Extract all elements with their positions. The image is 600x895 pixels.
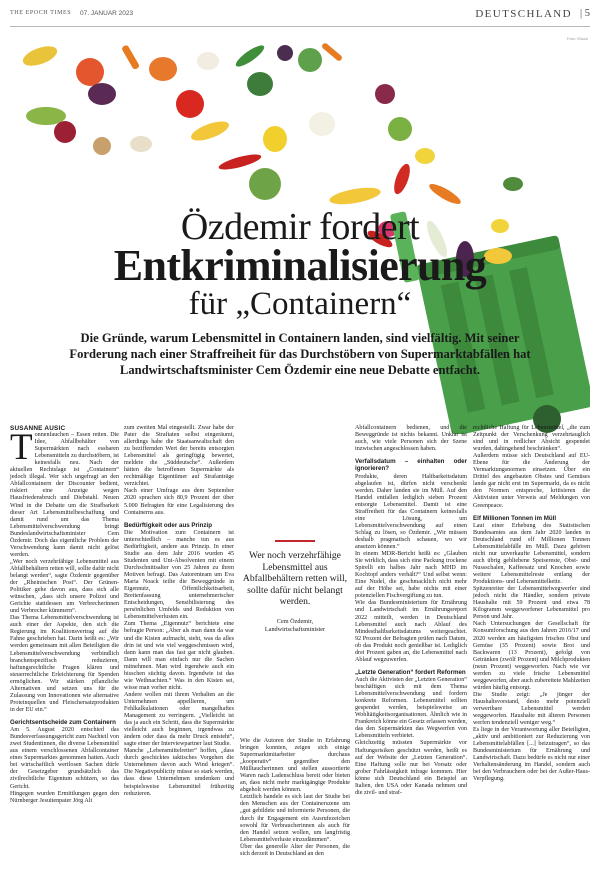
page-header bbox=[10, 8, 590, 24]
subheading: Bedürftigkeit oder aus Prinzip bbox=[124, 521, 213, 529]
lettuce bbox=[298, 48, 322, 72]
headline-line-1: Özdemir fordert bbox=[180, 206, 420, 248]
author-byline: SUSANNE AUSIC bbox=[10, 425, 66, 432]
carrot-2 bbox=[321, 42, 343, 62]
paragraph: Wie das Bundesministerium für Ernährung und Landwirtschaft im Ernährungsreport 2022 mitteilt, werden in Deutschland Lebensmittel auch nach Ablauf des Mindesthaltbarkeitsdatums weitergeachtet. 92 Prozent der Befragten prüfen nach Datum, ob das Produkt noch genießbar ist. Lediglich drei Prozent gaben an, die Lebensmittel nach Ablauf wegzuwerfen. bbox=[355, 600, 467, 663]
paragraph: Gleichzeitig müssten Supermärkte vor Haftungsrisiken geschützt werden, heißt es auf der Website der „Letzten Generation“. Eine Haftung solle nur bei Vorsatz oder grober Fahrlässigkeit infrage kommen. Hier könne sich Deutschland ein Beispiel an Italien, den USA oder Kanada nehmen und die zivil- und straf- bbox=[355, 740, 467, 796]
cauliflower bbox=[309, 112, 335, 136]
cucumber bbox=[233, 42, 267, 70]
apple bbox=[388, 117, 412, 141]
bell-pepper-yellow bbox=[263, 126, 287, 152]
article-column-1 bbox=[10, 425, 119, 805]
paragraph: Hingegen wurden Ermittlungen gegen den Nürnberger Jesuitenpater Jörg Alt bbox=[10, 790, 119, 804]
headline-line-2: Entkriminalisierung bbox=[113, 241, 487, 290]
publication-name: THE EPOCH TIMES bbox=[10, 10, 72, 16]
beet bbox=[54, 121, 76, 143]
paragraph: Auch die Aktivisten der „Letzten Generation“ beschäftigen sich mit dem Thema Lebensmittelverschwendung und fordern konkrete Reformen. Lebensmittel sollten gespendet werden, beispielsweise an Wohltätigkeitsorganisationen. Ähnlich wie in Frankreich könne ein Gesetz erlassen werden, das den Supermärkten das Wegwerfen von Lebensmitteln verbietet. bbox=[355, 677, 468, 740]
paragraph: Die Studie zeigt: „Je jünger der Haushaltsvorstand, desto mehr potenziell verwertbare Lebensmittel werden weggeworfen. Haushalte mit älteren Personen werfen tendenziell weniger weg.“ bbox=[473, 691, 590, 727]
paragraph: Die Motivation zum Containern ist unterschiedlich – manche tun es aus Bedürftigkeit, andere aus Prinzip. In einer Studie aus dem Jahr 2016 wurden 45 Studenten und Uni-Absolventen mit einem Durchschnittsalter von 25 Jahren zu ihren Motiven befragt. Das Autorenteam um Eva Maria Noack teilte die Beweggründe in Eigennutz, Öffentlichkeitsarbeit, Breitenfassung unternehmerischer Entscheidungen, Sensibilisierung des persönlichen Umfelds und Reduktion von Lebensmittelverlusten ein. bbox=[124, 529, 234, 621]
paragraph: Andere wollen mit ihrem Verhalten an die Unternehmen appellieren, um Fehlkalkulationen oder mangelhaftes Management zu verringern. „Vielleicht ist das ja auch ein Schritt, dass die Supermärkte vielleicht auch beginnen, irgendwas zu ändern oder dass da mehr Druck entsteht“, sagte einer der Interviewpartner laut Studie. bbox=[124, 691, 234, 748]
subheading: Verfallsdatum – einhalten oder ignorieren? bbox=[355, 458, 467, 473]
quote-accent-bar bbox=[275, 540, 315, 542]
paragraph: „Wer noch verzehrfähige Lebensmittel aus Abfallbehältern retten will, sollte dafür nicht belangt werden“, sagte Özdemir gegenüber der „Rheinischen Post“. Der Grünen-Politiker gehe davon aus, dass sich alle wünschen, „dass sich unsere Polizei und Gerichte stattdessen um Verbrecherinnen und Verbrecher kümmern“. bbox=[10, 558, 119, 615]
issue-date: 07. JANUAR 2023 bbox=[80, 10, 134, 17]
garlic bbox=[197, 52, 219, 70]
tomato-red bbox=[176, 90, 204, 118]
paragraph: zum zweiten Mal eingestellt. Zwar habe der Pater die Straftaten selbst eingeräumt, allerdings habe die Staatsanwaltschaft den zu beziffernden Wert der bereits entsorgten Lebensmittel als geringfügig bewertet, meldete die „Süddeutsche“. Außerdem hätten die betroffenen Supermärkte als rechtmäßige Eigentümer auf Strafanträge verzichtet. bbox=[124, 425, 234, 488]
quote-text: Wer noch verzehrfähige Lebensmittel aus Abfallbehältern retten will, sollte dafür nicht belangt werden. bbox=[242, 550, 348, 608]
paragraph: Laut einer Erhebung des Statistischen Bundesamtes aus dem Jahr 2020 landen in Deutschland rund elf Millionen Tonnen Lebensmittelabfälle im Müll. Dazu gehören nicht nur unverkaufte Lebensmittel, sondern auch übrig gebliebene Speisereste, Obst- und Nussschalen, Kaffeesatz und Knochen sowie weitere Lebensmittelreste entlang der Produktions- und Lebensmittelkette. bbox=[473, 522, 590, 586]
page-number: | 5 bbox=[580, 8, 590, 19]
paragraph: In einem MDR-Bericht heißt es: „Glauben Sie wirklich, dass sich eine Packung trockene Spirelli ein halbes Jahr nach MHD im Kochtopf anders verhält?“ Und selbst wenn: Eine Nudel, die geschmacklich nicht mehr auf der Höhe sei, habe nichts mit einer potenziellen Fischvergiftung zu tun. bbox=[355, 551, 467, 600]
paragraph: Nach einer Umfrage aus dem September 2020 sprachen sich 80,9 Prozent der über 5.000 Befragten für eine Legalisierung des Containerns aus. bbox=[124, 488, 234, 516]
paragraph: Produkte, deren Haltbarkeitsdatum abgelaufen ist, dürfen nicht verschenkt werden. Daher landen sie im Müll. Auf den Handel entfallen lediglich sieben Prozent entsorgte Lebensmittel. Damit ist eine Straffreiheit für das Containern keinesfalls eine Lösung, um Lebensmittelverschwendung auf einen Schlag zu lösen, so Özdemir. „Wir müssen deshalb pragmatisch schauen, wo wir ansetzen können.“ bbox=[355, 473, 467, 551]
paragraph: Außerdem müsse sich Deutschland auf EU-Ebene für die Änderung der Vermarktungsnormen einsetzen. Über ein Drittel des angebauten Obstes und Gemüses lande gar nicht erst im Supermarkt, da es nicht den Normen entspreche, kritisieren die Aktivisten unter Verweis auf Meldungen von Greenpeace. bbox=[473, 453, 590, 509]
article-column-3 bbox=[240, 738, 350, 858]
paragraph: Manche „Lebensmittelretter“ hoffen, „dass durch geschicktes taktisches Vorgehen die Unternehmen davon auch Wind kriegen“. Die Negativpublicity müsse so stark werden, dass diese Unternehmen umdenken und beispielsweise Lebensmittel frühzeitig reduzieren. bbox=[124, 748, 234, 797]
squash-2 bbox=[503, 177, 523, 191]
cabbage-red bbox=[375, 84, 395, 104]
pull-quote bbox=[240, 540, 350, 633]
image-credit: Foto: iStock bbox=[566, 36, 588, 41]
corn bbox=[189, 118, 231, 145]
header-rule bbox=[10, 26, 590, 27]
section-name: DEUTSCHLAND bbox=[475, 8, 572, 20]
article-column-2 bbox=[124, 425, 234, 798]
subheading: Elf Millionen Tonnen im Müll bbox=[473, 514, 557, 522]
paragraph: Spitzenreiter der Lebensmittelwegwerfer sind jedoch nicht die Händler, sondern private Haushalte mit 59 Prozent und etwa 78 Kilogramm weggeworfener Lebensmittel pro Person und Jahr. bbox=[473, 586, 590, 621]
paragraph: Abfallcontainern bedienen, und die Beweggründe ist nichts bekannt. Unklar ist auch, wie viele Personen sich der Szene inzwischen angeschlossen haben. bbox=[355, 425, 467, 453]
paragraph: Tonnenfauchen – Essen retten. Die Idee, Abfallbehälter von Supermärkten nach essbaren Lebensmitteln zu durchstöbern, ist keinesfalls neu. Nach der aktuellen Rechtslage ist „Containern“ jedoch illegal. Wer sich ungefragt an den Abfallcontainern der Discounter bedient, riskiert eine Anzeige wegen Hausfriedensbruch und Diebstahl. Neuen Wind in die Debatte um die Strafbarkeit dieser Art Lebensmittelbeschaffung und damit rund um das Thema Lebensmittelverschwendung bringt Bundeslandwirtschaftsminister Cem Özdemir. Doch das eigentliche Problem der Verschwendung kann damit nicht gelöst werden. bbox=[10, 427, 119, 558]
paragraph: Das Thema Lebensmittelverschwendung ist auch einer der Aspekte, den sich die Regierung im Koalitionsvertrag auf die Fahne geschrieben hat. Darin heißt es: „Wir werden gemeinsam mit allen Beteiligten die Lebensmittelverschwendung verbindlich branchenspezifisch reduzieren, haftungsrechtliche Fragen klären und steuerrechtliche Erleichterung für Spenden ermöglichen. Wir stärken pflanzliche Alternativen und setzen uns für die Zulassung von Innovationen wie alternative Proteinquellen und Fleischersatzprodukten in der EU ein.“ bbox=[10, 615, 119, 713]
chili bbox=[217, 151, 262, 172]
paragraph: Am 5. August 2020 entschied das Bundesverfassungsgericht zum Nachteil von zwei Studentinnen, die diverse Lebensmittel aus einem verschlossenen Abfallcontainer eines Supermarktes genommen hatten. Auch bei wirtschaftlich wertlosen Sachen dürfe der Gesetzgeber grundsätzlich das zivilrechtliche Eigentum schützen, so das Gericht. bbox=[10, 727, 119, 790]
drop-cap: T bbox=[10, 427, 33, 469]
paragraph: Zum Thema „Eigennutz“ berichtete eine befragte Person: „Aber als man dann da war und die Kisten aufmacht, sieht, was da alles drin ist und wie viel weggeschmissen wird, dann kann man das fast gar nicht glauben. Dann will man einfach nur die Sachen mitnehmen. Man wird irgendwie auch ein bisschen süchtig davon. Irgendwie ist das wie Weihnachten.“ Was in den Kisten sei, wisse man vorher nicht. bbox=[124, 621, 234, 691]
potato bbox=[93, 137, 111, 155]
paragraph: rechtliche Haftung für Lebensmittel, „die zum Zeitpunkt der Verschenkung verzehrtauglich sind und in redlicher Absicht gespendet wurden, dahingehend beschränken“. bbox=[473, 425, 590, 453]
article-column-4 bbox=[355, 425, 467, 797]
blackberry bbox=[277, 45, 293, 61]
headline-line-3: für „Containern“ bbox=[188, 286, 412, 322]
paragraph: Letztlich handele es sich laut der Studie bei den Menschen aus der Containerszene um „gut gebildete und informierte Personen, die durch ihr Engagement ein Ausrufezeichen sowohl für Verbraucherinnen als auch für den Handel setzen wollen, um langfristig Lebensmittelverluste einzudämmen“. bbox=[240, 794, 350, 843]
eggplant bbox=[88, 83, 116, 105]
subheading: „Letzte Generation“ fordert Reformen bbox=[355, 668, 466, 676]
lead-paragraph: Die Gründe, warum Lebensmittel in Containern landen, sind vielfältig. Mit seiner Forderung nach einer Straffreiheit für das Durchstöbern von Supermarktabfällen hat Landwirtschaftsminister Cem Özdemir eine neue Debatte entfacht. bbox=[69, 331, 531, 378]
article-column-5 bbox=[473, 425, 590, 784]
subheading: Gerichtsentscheide zum Containern bbox=[10, 718, 116, 726]
paragraph: Es liege in der Verantwortung aller Beteiligten, „aktiv und ambitioniert zur Reduzierung von Lebensmittelabfällen [...] beizutragen“, so das Bundesministerium für Ernährung und Landwirtschaft. Dazu bedürfe es nicht nur einer Verhaltensänderung im Handel, sondern auch bei den Verbrauchern oder bei der Außer-Haus-Verpflegung. bbox=[473, 727, 590, 783]
carrot bbox=[121, 44, 140, 70]
carrot-3 bbox=[427, 181, 463, 208]
paragraph: Nach Untersuchungen der Gesellschaft für Konsumforschung aus den Jahren 2016/17 und 2020 werden am häufigsten frisches Obst und Gemüse (35 Prozent) sowie Brot und Backwaren (13 Prozent), gefolgt von Getränken (zwölf Prozent) und Milchprodukten (neun Prozent) weggeworfen. Nach wie vor werden zu viele frische Lebensmittel weggeworfen, aber auch zubereitete Mahlzeiten würden häufig entsorgt. bbox=[473, 621, 590, 691]
quote-source: Cem Özdemir, Landwirtschaftsminister bbox=[264, 617, 326, 633]
lemon bbox=[415, 148, 435, 164]
orange-tomato bbox=[76, 58, 104, 86]
mushroom bbox=[130, 136, 152, 152]
pumpkin bbox=[149, 57, 177, 81]
broccoli bbox=[247, 72, 273, 96]
cabbage-green bbox=[249, 168, 281, 200]
corn-2 bbox=[328, 185, 382, 208]
red-pepper bbox=[391, 162, 413, 196]
paragraph: Über das generelle Alter der Personen, die sich derzeit in Deutschland an den bbox=[240, 843, 350, 857]
paragraph: Wie die Autoren der Studie in Erfahrung bringen konnten, zeigen sich einige Supermarktmitarbeiter durchaus „kooperativ“ gegenüber den Mülltaucherinnen und stellen aussortierte Waren nach Ladenschluss bereit oder bieten an, dass nicht mehr marktgängige Produkte abgeholt werden können. bbox=[240, 738, 350, 794]
pepper-yellow bbox=[20, 42, 59, 69]
